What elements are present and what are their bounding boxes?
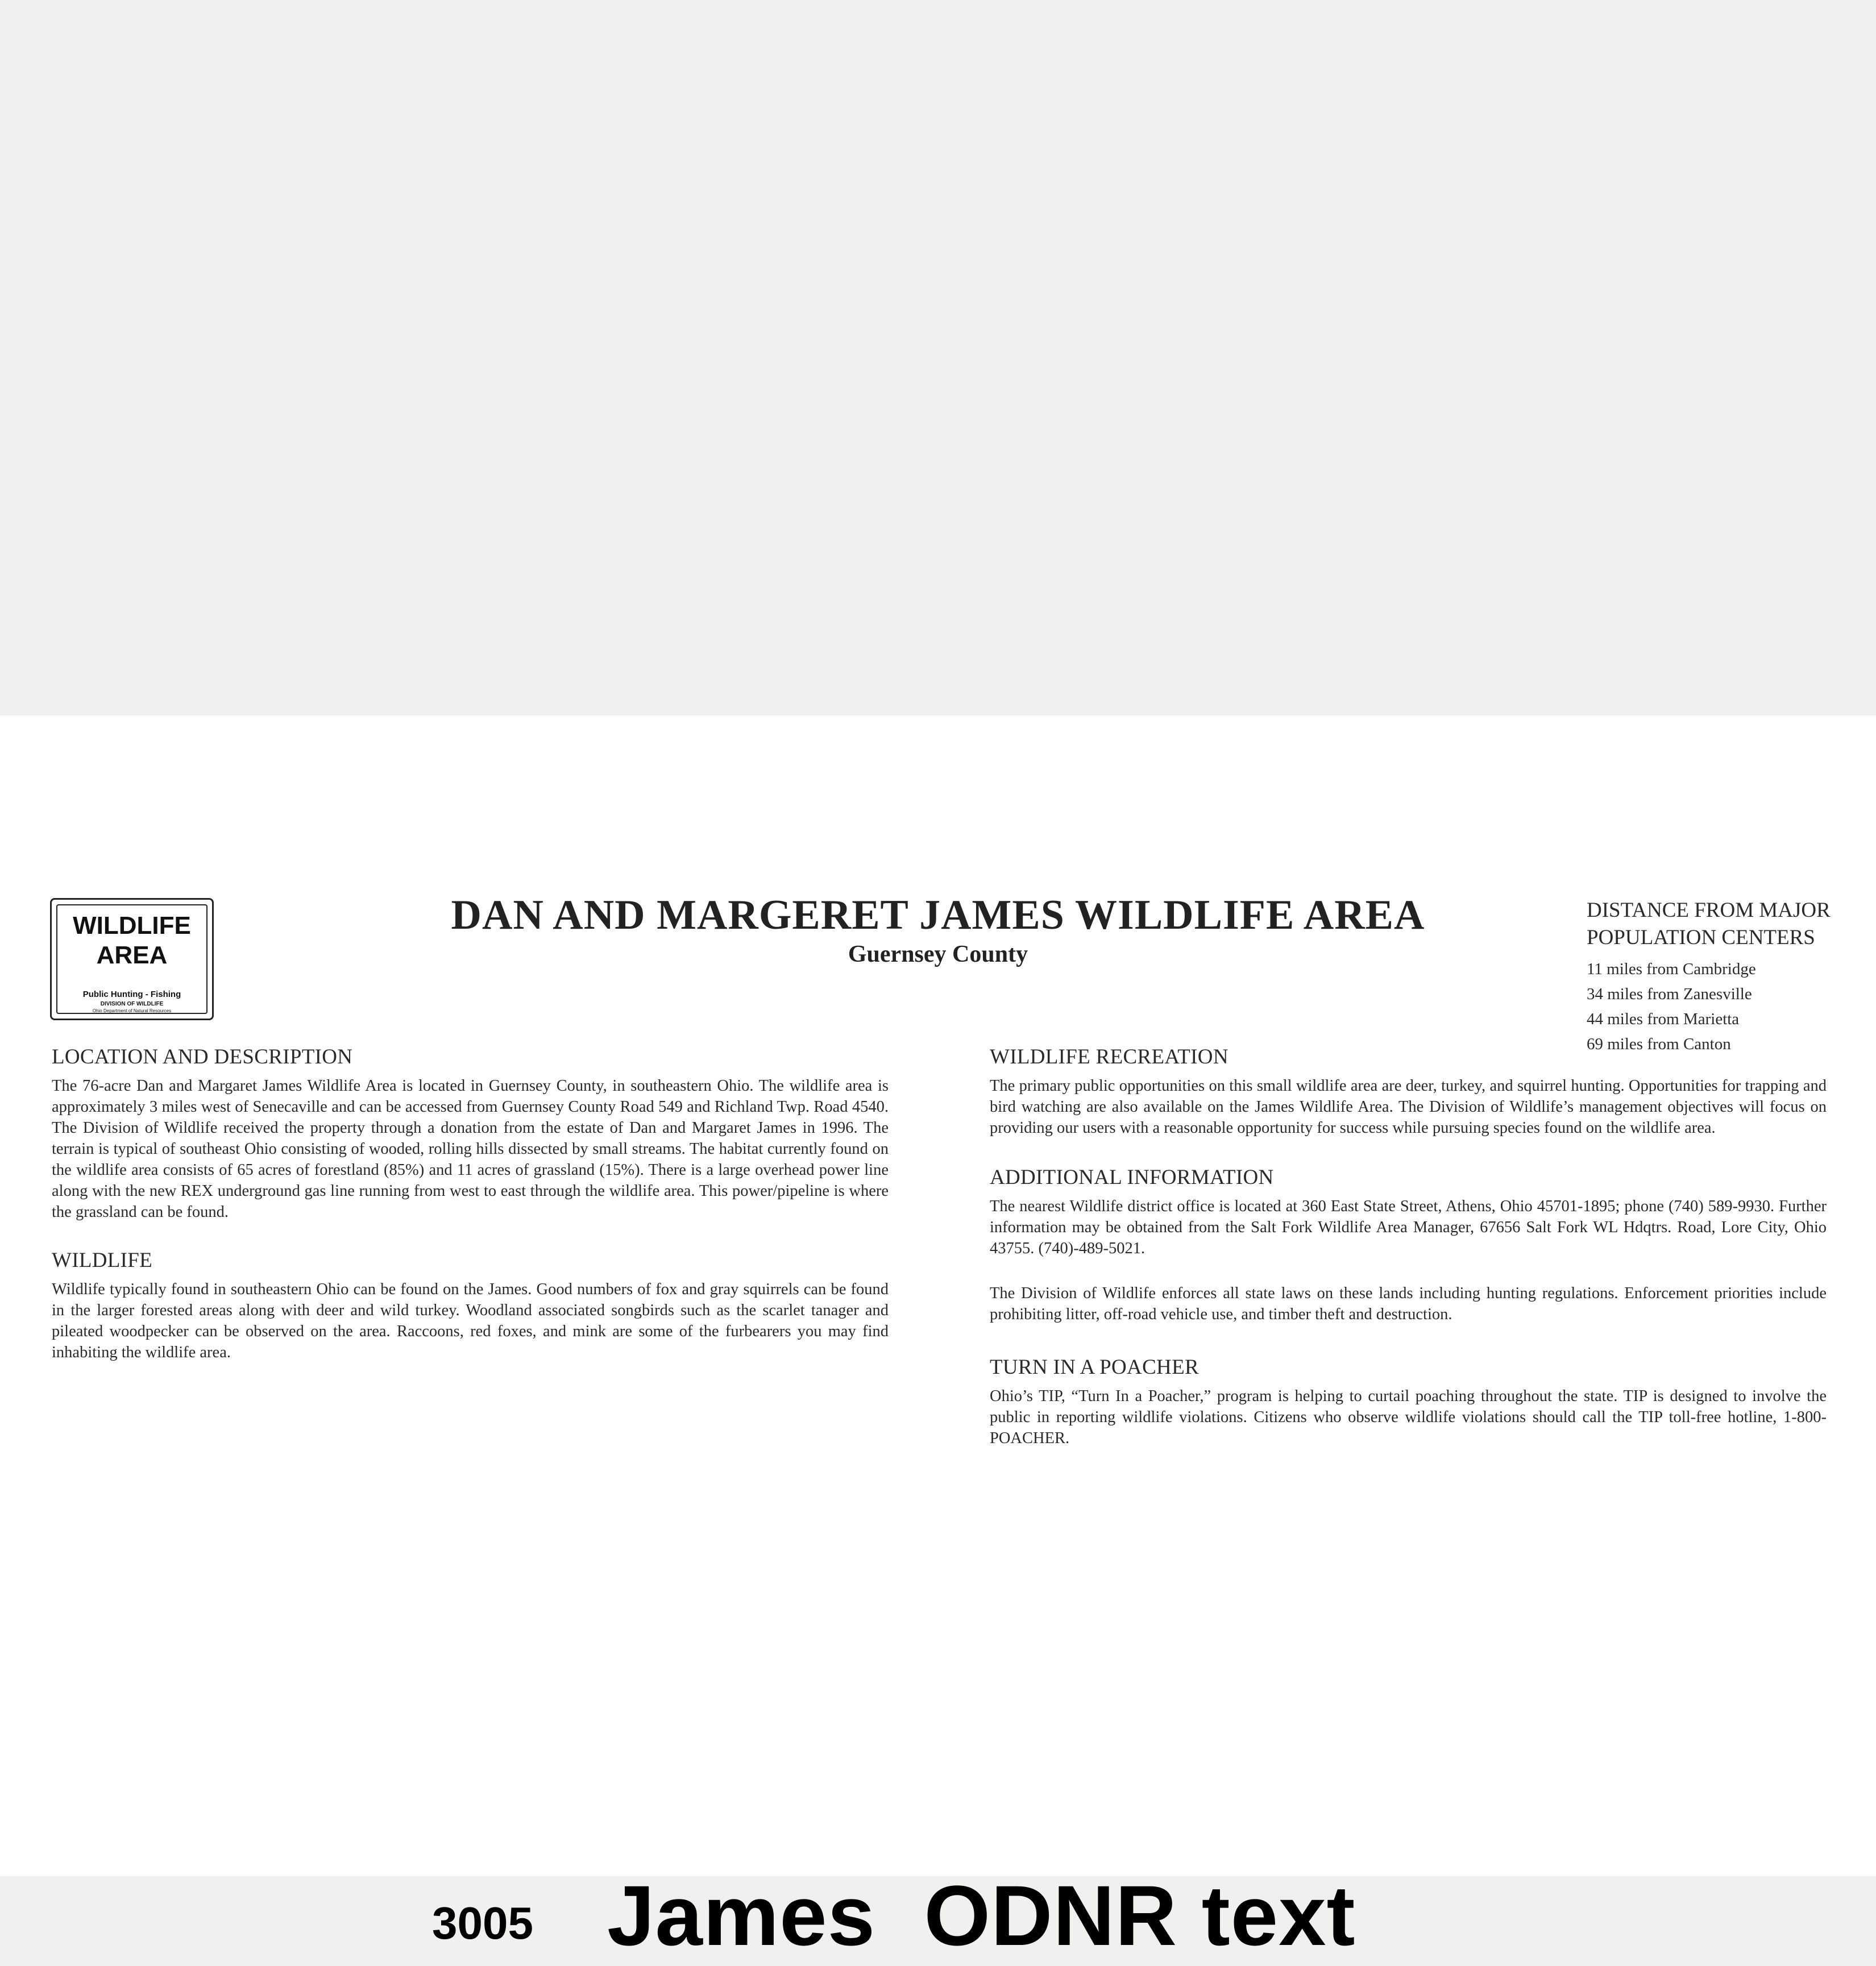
footer-number: 3005 bbox=[432, 1898, 533, 1948]
distance-item: 44 miles from Marietta bbox=[1587, 1010, 1740, 1028]
distance-item: 34 miles from Zanesville bbox=[1587, 985, 1752, 1003]
wildlife-heading: WILDLIFE bbox=[52, 1249, 153, 1272]
location-heading: LOCATION AND DESCRIPTION bbox=[52, 1045, 353, 1069]
sign-title bbox=[57, 911, 206, 970]
sign-inner-border bbox=[56, 904, 207, 1014]
wildlife-area-sign-logo bbox=[50, 898, 214, 1020]
distance-list bbox=[1587, 957, 1860, 1057]
distance-panel bbox=[1587, 897, 1860, 1057]
page-title: DAN AND MARGERET JAMES WILDLIFE AREA bbox=[451, 892, 1425, 938]
additional-info-heading: ADDITIONAL INFORMATION bbox=[990, 1166, 1274, 1189]
distance-heading-line1: DISTANCE FROM MAJOR bbox=[1587, 899, 1831, 922]
distance-heading-line2: POPULATION CENTERS bbox=[1587, 926, 1815, 949]
recreation-body: The primary public opportunities on this small wildlife area are deer, turkey, and squirrel hunting. Opportunities for trapping and bird watching are also available on the James Wildlife Area. The Division of Wildlife’s management objectives will focus on providing our users with a reasonable opportunity for success while pursuing species found on the wildlife area. bbox=[990, 1077, 1827, 1137]
county-subtitle: Guernsey County bbox=[848, 941, 1028, 967]
sign-title-line2: AREA bbox=[96, 941, 168, 969]
distance-item: 11 miles from Cambridge bbox=[1587, 960, 1756, 978]
wildlife-section bbox=[52, 1248, 889, 1363]
sign-division: DIVISION OF WILDLIFE bbox=[100, 1001, 164, 1007]
footer-label: James ODNR text bbox=[607, 1868, 1356, 1963]
additional-info-section bbox=[990, 1165, 1827, 1325]
location-body: The 76-acre Dan and Margaret James Wildlife Area is located in Guernsey County, in southeastern Ohio. The wildlife area is approximately 3 miles west of Senecaville and can be accessed from Guernsey County Road 549 and Richland Twp. Road 4540. The Division of Wildlife received the property through a donation from the estate of Dan and Margaret James in 1996. The terrain is typical of southeast Ohio consisting of wooded, rolling hills dissected by small streams. The habitat currently found on the wildlife area consists of 65 acres of forestland (85%) and 11 acres of grassland (15%). There is a large overhead power line along with the new REX underground gas line running from west to east through the wildlife area. This power/pipeline is where the grassland can be found. bbox=[52, 1077, 889, 1221]
top-blank-band bbox=[0, 0, 1876, 716]
additional-info-body: The nearest Wildlife district office is located at 360 East State Street, Athens, Ohio 45701-1895; phone (740) 589-9930. Further information may be obtained from the Salt Fork Wildlife Area Manager, 67656 Salt Fork WL Hdqtrs. Road, Lore City, Ohio 43755. (740)-489-5021. bbox=[990, 1198, 1827, 1257]
location-section bbox=[52, 1045, 889, 1223]
recreation-section bbox=[990, 1045, 1827, 1138]
sign-title-line1: WILDLIFE bbox=[73, 912, 191, 940]
sign-public-hunting: Public Hunting - Fishing bbox=[82, 990, 181, 999]
poacher-section bbox=[990, 1355, 1827, 1449]
wildlife-body: Wildlife typically found in southeastern Ohio can be found on the James. Good numbers of fox and gray squirrels can be found in the larger forested areas along with deer and wild turkey. Woodland associated songbirds such as the scarlet tanager and pileated woodpecker can be observed on the area. Raccoons, red foxes, and mink are some of the furbearers you may find inhabiting the wildlife area. bbox=[52, 1281, 889, 1361]
distance-item: 69 miles from Canton bbox=[1587, 1035, 1731, 1053]
poacher-heading: TURN IN A POACHER bbox=[990, 1356, 1199, 1379]
enforcement-body: The Division of Wildlife enforces all state laws on these lands including hunting regulations. Enforcement priorities include prohibiting litter, off-road vehicle use, and timber theft and destruction. bbox=[990, 1285, 1827, 1323]
sign-department: Ohio Department of Natural Resources bbox=[92, 1008, 172, 1013]
recreation-heading: WILDLIFE RECREATION bbox=[990, 1045, 1228, 1069]
poacher-body: Ohio’s TIP, “Turn In a Poacher,” program is helping to curtail poaching throughout the state. TIP is designed to involve the public in reporting wildlife violations. Citizens who observe wildlife violations should call the TIP toll-free hotline, 1-800-POACHER. bbox=[990, 1387, 1827, 1447]
